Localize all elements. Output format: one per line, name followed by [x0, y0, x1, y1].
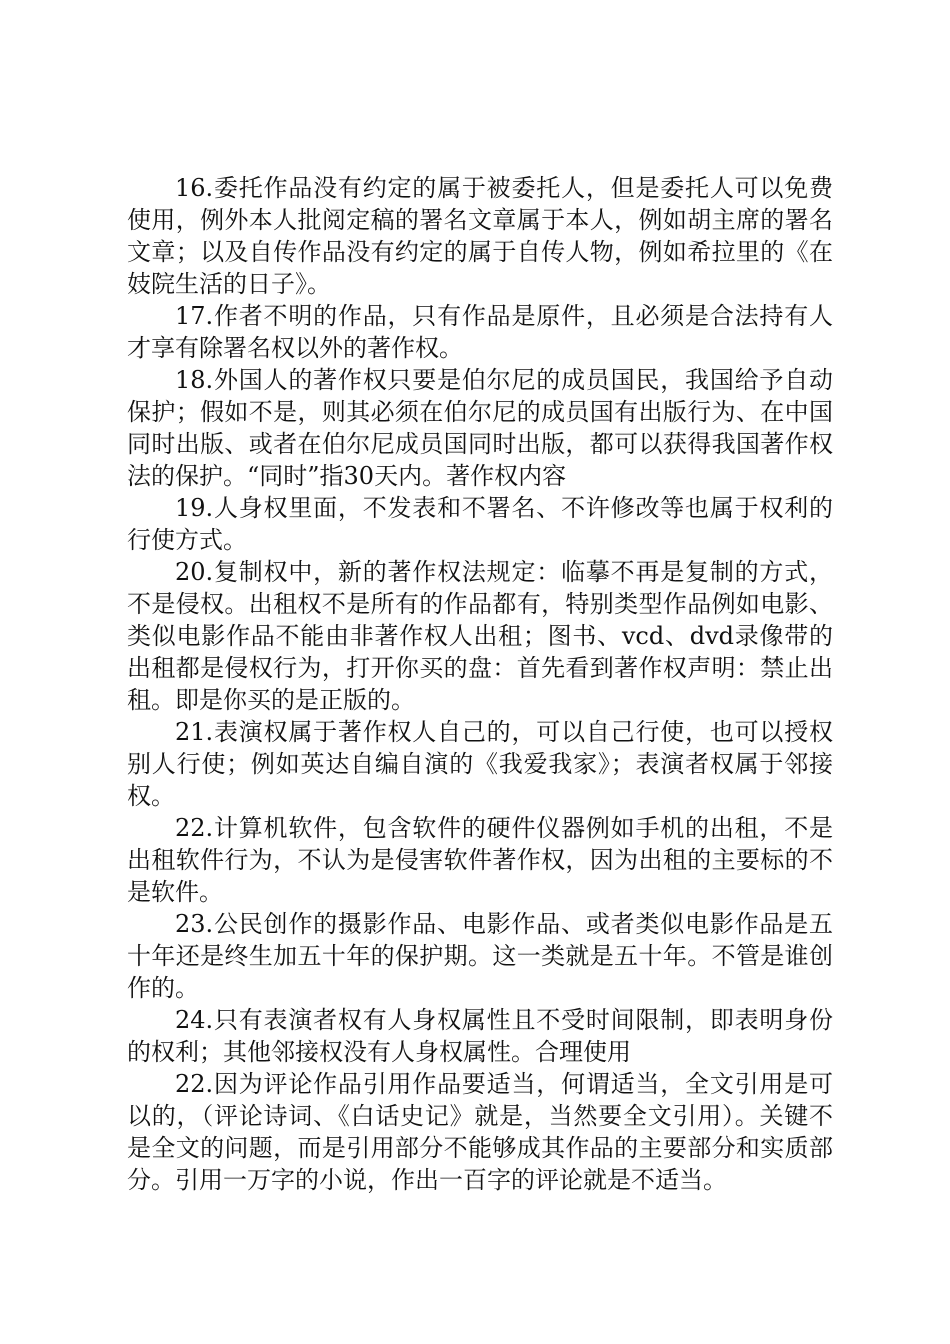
paragraph-24: 24.只有表演者权有人身权属性且不受时间限制，即表明身份的权利；其他邻接权没有人身权属性。合理使用 [127, 1006, 833, 1066]
paragraph-22-software: 22.计算机软件，包含软件的硬件仪器例如手机的出租，不是出租软件行为，不认为是侵害软件著作权，因为出租的主要标的不是软件。 [127, 814, 833, 906]
paragraph-23: 23.公民创作的摄影作品、电影作品、或者类似电影作品是五十年还是终生加五十年的保护期。这一类就是五十年。不管是谁创作的。 [127, 910, 833, 1002]
paragraph-16: 16.委托作品没有约定的属于被委托人，但是委托人可以免费使用，例外本人批阅定稿的署名文章属于本人，例如胡主席的署名文章；以及自传作品没有约定的属于自传人物，例如希拉里的《在妓院生活的日子》。 [127, 174, 833, 298]
paragraph-20: 20.复制权中，新的著作权法规定：临摹不再是复制的方式，不是侵权。出租权不是所有的作品都有，特别类型作品例如电影、类似电影作品不能由非著作权人出租；图书、vcd、dvd录像带的出租都是侵权行为，打开你买的盘：首先看到著作权声明：禁止出租。即是你买的是正版的。 [127, 558, 833, 714]
paragraph-17: 17.作者不明的作品，只有作品是原件，且必须是合法持有人才享有除署名权以外的著作权。 [127, 302, 833, 362]
paragraph-22-quotation: 22.因为评论作品引用作品要适当，何谓适当，全文引用是可以的，（评论诗词、《白话史记》就是，当然要全文引用）。关键不是全文的问题，而是引用部分不能够成其作品的主要部分和实质部分。引用一万字的小说，作出一百字的评论就是不适当。 [127, 1070, 833, 1194]
paragraph-19: 19.人身权里面，不发表和不署名、不许修改等也属于权利的行使方式。 [127, 494, 833, 554]
paragraph-18: 18.外国人的著作权只要是伯尔尼的成员国民，我国给予自动保护；假如不是，则其必须在伯尔尼的成员国有出版行为、在中国同时出版、或者在伯尔尼成员国同时出版，都可以获得我国著作权法的保护。“同时”指30天内。著作权内容 [127, 366, 833, 490]
document-body [127, 172, 833, 1196]
paragraph-21: 21.表演权属于著作权人自己的，可以自己行使，也可以授权别人行使；例如英达自编自演的《我爱我家》；表演者权属于邻接权。 [127, 718, 833, 810]
